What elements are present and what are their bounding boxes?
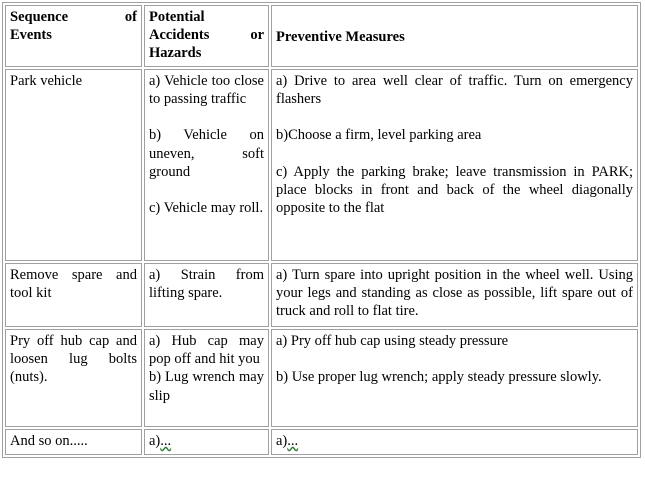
event-cell bbox=[5, 429, 142, 455]
header-seq-word-3: Events bbox=[10, 27, 52, 44]
header-haz-word-2: Accidents bbox=[149, 27, 210, 44]
measure-cell bbox=[271, 429, 638, 455]
header-haz-word-3: or bbox=[250, 27, 264, 44]
header-potential-hazards bbox=[144, 5, 269, 67]
job-safety-analysis-table bbox=[2, 2, 641, 458]
hazard-item: a) bbox=[149, 433, 161, 449]
event-text: Pry off hub cap and loosen lug bolts (nuts). bbox=[10, 333, 137, 386]
measure-placeholder bbox=[276, 433, 298, 449]
measure-cell bbox=[271, 263, 638, 327]
measure-item: b) Use proper lug wrench; apply steady pressure slowly. bbox=[276, 369, 602, 386]
hazard-item: a) Vehicle too close to passing traffic bbox=[149, 73, 264, 108]
event-cell bbox=[5, 329, 142, 427]
event-text: Remove spare and tool kit bbox=[10, 267, 137, 302]
measure-item: a) bbox=[276, 433, 288, 449]
measure-item: b)Choose a firm, level parking area bbox=[276, 127, 482, 144]
header-measures-label: Preventive Measures bbox=[276, 29, 405, 45]
hazard-item: a) Strain from lifting spare. bbox=[149, 267, 264, 302]
table-row bbox=[5, 69, 638, 261]
header-seq-word-2: of bbox=[124, 9, 137, 25]
hazard-cell bbox=[144, 263, 269, 327]
measure-item: a) Drive to area well clear of traffic. Turn on emergency flashers bbox=[276, 73, 633, 108]
measure-ellipsis: ... bbox=[287, 433, 299, 449]
header-sequence-of-events bbox=[5, 5, 142, 67]
header-haz-word-1: Potential bbox=[149, 9, 205, 25]
measure-item: c) Apply the parking brake; leave transmission in PARK; place blocks in front and back of the wheel diagonally opposite to the flat bbox=[276, 163, 633, 217]
measure-cell bbox=[271, 329, 638, 427]
measure-item: a) Pry off hub cap using steady pressure bbox=[276, 333, 509, 349]
table-row bbox=[5, 429, 638, 455]
hazard-item: a) Hub cap may pop off and hit you bbox=[149, 333, 264, 368]
hazard-placeholder bbox=[149, 433, 171, 449]
header-row bbox=[5, 5, 638, 67]
hazard-cell bbox=[144, 69, 269, 261]
hazard-item: b) Lug wrench may slip bbox=[149, 369, 264, 404]
hazard-item: b) Vehicle on uneven, soft ground bbox=[149, 127, 264, 180]
table-row bbox=[5, 329, 638, 427]
measure-item: a) Turn spare into upright position in the wheel well. Using your legs and standing as close as possible, lift spare out of truck and roll to flat tire. bbox=[276, 267, 633, 320]
header-seq-word-1: Sequence bbox=[10, 9, 68, 25]
hazard-cell bbox=[144, 429, 269, 455]
event-text: And so on..... bbox=[10, 433, 88, 449]
event-cell bbox=[5, 263, 142, 327]
measure-cell bbox=[271, 69, 638, 261]
header-haz-word-4: Hazards bbox=[149, 45, 202, 62]
hazard-ellipsis: ... bbox=[160, 433, 172, 449]
hazard-cell bbox=[144, 329, 269, 427]
event-cell bbox=[5, 69, 142, 261]
hazard-item: c) Vehicle may roll. bbox=[149, 200, 264, 217]
event-text: Park vehicle bbox=[10, 73, 83, 89]
header-preventive-measures bbox=[271, 5, 638, 67]
table-row bbox=[5, 263, 638, 327]
